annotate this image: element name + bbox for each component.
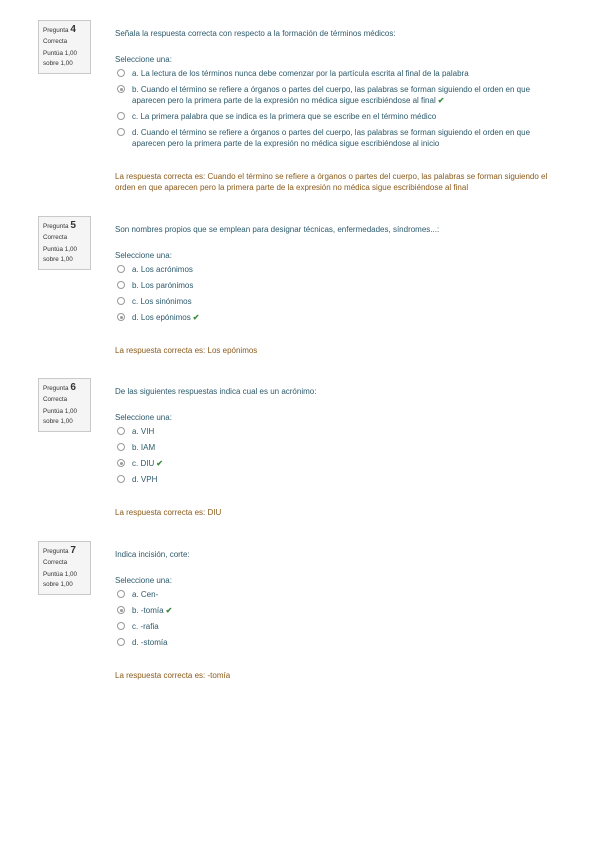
radio-button[interactable] xyxy=(117,112,125,120)
question-info-box xyxy=(38,20,91,74)
option-label: b. -tomía xyxy=(132,606,164,615)
option-c[interactable] xyxy=(115,621,555,632)
option-label: c. Los sinónimos xyxy=(132,297,192,306)
option-a[interactable] xyxy=(115,68,555,79)
radio-button-selected[interactable] xyxy=(117,85,125,93)
question-max-score: sobre 1,00 xyxy=(43,580,73,588)
check-icon: ✔ xyxy=(192,313,200,322)
question-content xyxy=(115,28,555,154)
radio-button-selected[interactable] xyxy=(117,459,125,467)
question-text: Señala la respuesta correcta con respecto a la formación de términos médicos: xyxy=(115,29,396,38)
option-label: c. La primera palabra que se indica es la primera que se escribe en el término médico xyxy=(132,112,437,121)
question-content xyxy=(115,224,555,328)
check-icon: ✔ xyxy=(156,459,163,468)
option-label: d. Los epónimos xyxy=(132,313,191,322)
option-label: b. Los parónimos xyxy=(132,281,194,290)
option-label: a. VIH xyxy=(132,427,155,436)
question-score: Puntúa 1,00 xyxy=(43,50,77,57)
radio-button[interactable] xyxy=(117,281,125,289)
question-max-score: sobre 1,00 xyxy=(43,417,73,425)
question-text: Indica incisión, corte: xyxy=(115,550,190,559)
option-c[interactable] xyxy=(115,111,555,122)
question-feedback: La respuesta correcta es: Cuando el término se refiere a órganos o partes del cuerpo, las palabras se forman siguiendo el orden en que aparecen pero la primera parte de la expresión no médica sigue escribiéndose al final xyxy=(115,172,548,192)
question-max-score: sobre 1,00 xyxy=(43,59,73,67)
question-state: Correcta xyxy=(43,233,68,241)
question-max-score: sobre 1,00 xyxy=(43,255,73,263)
question-feedback: La respuesta correcta es: DIU xyxy=(115,508,222,517)
answer-options xyxy=(115,68,555,149)
question-content xyxy=(115,549,555,653)
question-number: 7 xyxy=(70,545,76,556)
option-label: c. DIU xyxy=(132,459,155,468)
option-d[interactable] xyxy=(115,474,555,485)
radio-button[interactable] xyxy=(117,427,125,435)
option-label: b. IAM xyxy=(132,443,156,452)
radio-button[interactable] xyxy=(117,265,125,273)
option-b[interactable] xyxy=(115,84,555,106)
option-label: a. La lectura de los términos nunca debe comenzar por la partícula escrita al final de la palabra xyxy=(132,69,469,78)
question-label: Pregunta xyxy=(43,27,69,34)
option-label: d. Cuando el término se refiere a órganos o partes del cuerpo, las palabras se forman siguiendo el orden en que aparecen pero la primera parte de la expresión no médica sigue escribiéndose al inicio xyxy=(132,128,531,148)
question-label: Pregunta xyxy=(43,548,69,555)
option-b[interactable] xyxy=(115,605,555,616)
answer-prompt: Seleccione una: xyxy=(115,55,172,64)
question-score: Puntúa 1,00 xyxy=(43,408,77,415)
question-text: Son nombres propios que se emplean para designar técnicas, enfermedades, síndromes...: xyxy=(115,225,440,234)
option-d[interactable] xyxy=(115,127,555,149)
option-c[interactable] xyxy=(115,296,555,307)
option-a[interactable] xyxy=(115,426,555,437)
check-icon: ✔ xyxy=(165,606,173,615)
question-label: Pregunta xyxy=(43,385,69,392)
radio-button-selected[interactable] xyxy=(117,606,125,614)
option-label: a. Cen- xyxy=(132,590,159,599)
answer-options xyxy=(115,426,555,485)
check-icon: ✔ xyxy=(437,96,445,105)
option-b[interactable] xyxy=(115,280,555,291)
question-info-box xyxy=(38,541,91,595)
radio-button-selected[interactable] xyxy=(117,313,125,321)
option-a[interactable] xyxy=(115,589,555,600)
option-label: b. Cuando el término se refiere a órganos o partes del cuerpo, las palabras se forman siguiendo el orden en que aparecen pero la primera parte de la expresión no médica sigue escribiéndose al final xyxy=(132,85,531,105)
option-a[interactable] xyxy=(115,264,555,275)
question-content xyxy=(115,386,555,490)
radio-button[interactable] xyxy=(117,590,125,598)
question-feedback: La respuesta correcta es: -tomía xyxy=(115,671,231,680)
radio-button[interactable] xyxy=(117,297,125,305)
question-number: 5 xyxy=(70,220,76,231)
question-feedback: La respuesta correcta es: Los epónimos xyxy=(115,346,258,355)
option-d[interactable] xyxy=(115,637,555,648)
question-score: Puntúa 1,00 xyxy=(43,571,77,578)
question-score: Puntúa 1,00 xyxy=(43,246,77,253)
answer-prompt: Seleccione una: xyxy=(115,251,172,260)
radio-button[interactable] xyxy=(117,475,125,483)
question-number: 6 xyxy=(70,382,76,393)
question-text: De las siguientes respuestas indica cual es un acrónimo: xyxy=(115,387,317,396)
radio-button[interactable] xyxy=(117,622,125,630)
answer-options xyxy=(115,589,555,648)
radio-button[interactable] xyxy=(117,69,125,77)
option-label: d. -stomía xyxy=(132,638,168,647)
radio-button[interactable] xyxy=(117,443,125,451)
answer-prompt: Seleccione una: xyxy=(115,576,172,585)
option-label: d. VPH xyxy=(132,475,158,484)
option-label: c. -rafia xyxy=(132,622,159,631)
option-c[interactable] xyxy=(115,458,555,469)
question-state: Correcta xyxy=(43,37,68,45)
question-state: Correcta xyxy=(43,558,68,566)
radio-button[interactable] xyxy=(117,128,125,136)
radio-button[interactable] xyxy=(117,638,125,646)
question-label: Pregunta xyxy=(43,223,69,230)
option-label: a. Los acrónimos xyxy=(132,265,193,274)
answer-options xyxy=(115,264,555,323)
question-info-box xyxy=(38,378,91,432)
question-state: Correcta xyxy=(43,395,68,403)
option-b[interactable] xyxy=(115,442,555,453)
option-d[interactable] xyxy=(115,312,555,323)
question-info-box xyxy=(38,216,91,270)
answer-prompt: Seleccione una: xyxy=(115,413,172,422)
question-number: 4 xyxy=(70,24,76,35)
